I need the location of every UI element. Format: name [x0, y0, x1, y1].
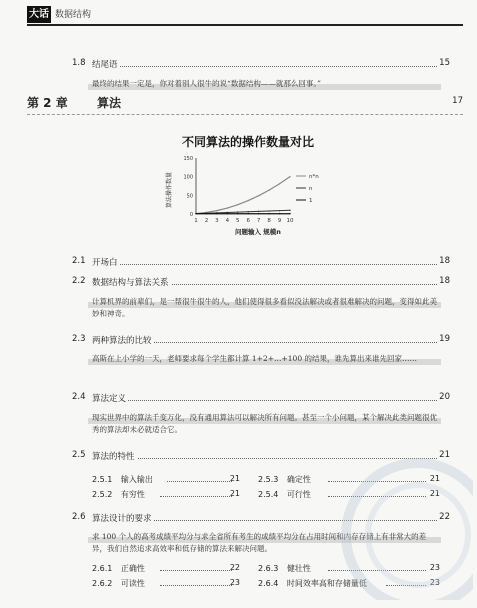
- section-title: 两种算法的比较: [92, 336, 152, 346]
- sub-title: 可行性: [286, 490, 311, 499]
- toc-sub-entry[interactable]: [92, 474, 252, 485]
- plot-area: [183, 156, 319, 224]
- legend-label: n*n: [309, 174, 319, 180]
- leader-dots: [100, 66, 437, 67]
- sub-number: 2.6.3: [258, 564, 279, 573]
- sub-title: 健壮性: [286, 564, 311, 573]
- sub-number: 2.5.1: [92, 475, 113, 484]
- section-title: 数据结构与算法关系: [92, 278, 169, 288]
- section-number: 2.5: [72, 450, 86, 460]
- section-quote: 高斯在上小学的一天，老师要求每个学生都计算 1+2+…+100 的结果，谁先算出来谁先回家……: [92, 353, 437, 365]
- data-point: [248, 213, 249, 214]
- data-point: [289, 213, 290, 214]
- data-point: [216, 210, 217, 211]
- leader-dots: [100, 264, 437, 265]
- book-title: 数据结构: [55, 10, 92, 20]
- sub-number: 2.6.4: [258, 579, 279, 588]
- data-point: [289, 176, 290, 177]
- section-number: 1.8: [72, 58, 86, 68]
- section-number: 2.6: [72, 512, 86, 522]
- toc-entry-2-2[interactable]: [0, 276, 477, 290]
- sub-number: 2.5.3: [258, 475, 279, 484]
- section-quote: 现实世界中的算法千变万化，没有通用算法可以解决所有问题。甚至一个小问题，某个解决此类问题很优秀的算法却未必就适合它。: [92, 412, 437, 436]
- section-title: 结尾语: [92, 60, 118, 70]
- data-point: [237, 204, 238, 205]
- data-point: [258, 213, 259, 214]
- toc-entry-1-8[interactable]: [0, 58, 477, 72]
- section-title: 开场白: [92, 258, 118, 268]
- data-point: [279, 210, 280, 211]
- chapter-title: 算法: [97, 96, 122, 110]
- leader-dots: [160, 496, 232, 497]
- data-point: [248, 200, 249, 201]
- x-tick-label: 6: [246, 218, 250, 224]
- leader-dots: [160, 585, 232, 586]
- chart-title: 不同算法的操作数量对比: [181, 135, 315, 149]
- page-number: 18: [439, 276, 450, 286]
- section-title: 算法的特性: [92, 452, 135, 462]
- toc-entry-2-4[interactable]: [0, 392, 477, 406]
- x-tick-label: 2: [204, 218, 209, 224]
- data-point: [258, 211, 259, 212]
- section-title: 算法定义: [92, 394, 127, 404]
- data-point: [258, 195, 259, 196]
- sub-title: 正确性: [120, 564, 145, 573]
- page-number: 21: [439, 450, 450, 460]
- toc-sub-entry[interactable]: [92, 489, 252, 500]
- y-axis-label: 算法操作数量: [166, 171, 173, 209]
- page-number: 15: [439, 58, 450, 68]
- toc-sub-entry[interactable]: [92, 563, 252, 574]
- x-tick-label: 3: [215, 218, 219, 224]
- x-tick-label: 5: [236, 218, 240, 224]
- data-point: [237, 211, 238, 212]
- data-point: [268, 189, 269, 190]
- legend-label: 1: [309, 198, 313, 204]
- section-number: 2.2: [72, 276, 86, 286]
- data-point: [248, 211, 249, 212]
- section-quote: 求 100 个人的高考成绩平均分与求全省所有考生的成绩平均分在占用时间和内存存储上有非常大的差异，我们自然追求高效率和低存储的算法来解决问题。: [92, 531, 437, 555]
- page-number: 22: [229, 563, 240, 572]
- data-point: [195, 213, 196, 214]
- page-number: 21: [229, 474, 240, 483]
- page-number: 18: [439, 256, 450, 266]
- leader-dots: [160, 570, 232, 571]
- book-logo: 大话: [27, 6, 51, 23]
- data-point: [289, 210, 290, 211]
- sub-title: 确定性: [286, 475, 311, 484]
- data-point: [268, 210, 269, 211]
- toc-sub-entry[interactable]: [92, 578, 252, 589]
- data-point: [279, 213, 280, 214]
- data-point: [237, 213, 238, 214]
- y-tick-label: 100: [183, 174, 193, 181]
- sub-number: 2.6.2: [92, 579, 113, 588]
- x-axis-label: 问题输入 规模n: [235, 228, 281, 236]
- page-number: 17: [452, 96, 463, 106]
- chapter-label: 第 2 章: [27, 96, 68, 110]
- section-number: 2.4: [72, 392, 86, 402]
- sub-title: 可读性: [120, 579, 145, 588]
- page-number: 23: [429, 563, 440, 572]
- sub-title: 有穷性: [120, 490, 145, 499]
- page-number: 19: [439, 334, 450, 344]
- y-tick-label: 50: [186, 193, 193, 200]
- data-point: [227, 207, 228, 208]
- data-point: [279, 183, 280, 184]
- data-point: [216, 213, 217, 214]
- sub-number: 2.5.4: [258, 490, 279, 499]
- page-number: 21: [429, 489, 440, 498]
- page-number: 21: [429, 474, 440, 483]
- x-tick-label: 7: [256, 218, 261, 224]
- section-quote: 计算机界的前辈们，是一帮很牛很牛的人，他们使得很多看似没法解决或者很难解决的问题，变得如此美妙和神奇。: [92, 296, 437, 320]
- x-tick-label: 9: [277, 218, 282, 224]
- section-quote: 最终的结果一定是，你对着别人很牛的说“数据结构——就那么回事。”: [92, 78, 437, 90]
- section-number: 2.1: [72, 256, 86, 266]
- page-number: 23: [229, 578, 240, 587]
- page-number: 22: [439, 512, 450, 522]
- leader-dots: [167, 481, 232, 482]
- toc-entry-2-1[interactable]: [0, 256, 477, 270]
- data-point: [206, 213, 207, 214]
- x-tick-label: 10: [286, 218, 294, 224]
- section-title: 算法设计的要求: [92, 514, 152, 524]
- y-tick-label: 150: [183, 156, 193, 162]
- page-number: 21: [229, 489, 240, 498]
- x-tick-label: 4: [225, 218, 230, 224]
- data-point: [227, 213, 228, 214]
- page-number: 23: [429, 578, 440, 587]
- sub-number: 2.5.2: [92, 490, 113, 499]
- leader-dots: [100, 400, 437, 401]
- page-number: 20: [439, 392, 450, 402]
- legend-label: n: [309, 186, 313, 192]
- x-tick-label: 1: [194, 218, 198, 224]
- sub-title: 时间效率高和存储量低: [286, 579, 367, 588]
- watermark-graphic: [323, 440, 473, 600]
- section-number: 2.3: [72, 334, 86, 344]
- toc-entry-2-3[interactable]: [0, 334, 477, 348]
- series-line-1: [196, 177, 290, 214]
- sub-number: 2.6.1: [92, 564, 113, 573]
- toc-chapter-2[interactable]: [27, 94, 463, 115]
- data-point: [268, 213, 269, 214]
- x-tick-label: 8: [267, 218, 271, 224]
- header-rule: [27, 24, 463, 26]
- sub-title: 输入输出: [120, 475, 153, 484]
- y-tick-label: 0: [189, 212, 193, 218]
- operations-comparison-chart: [140, 128, 360, 240]
